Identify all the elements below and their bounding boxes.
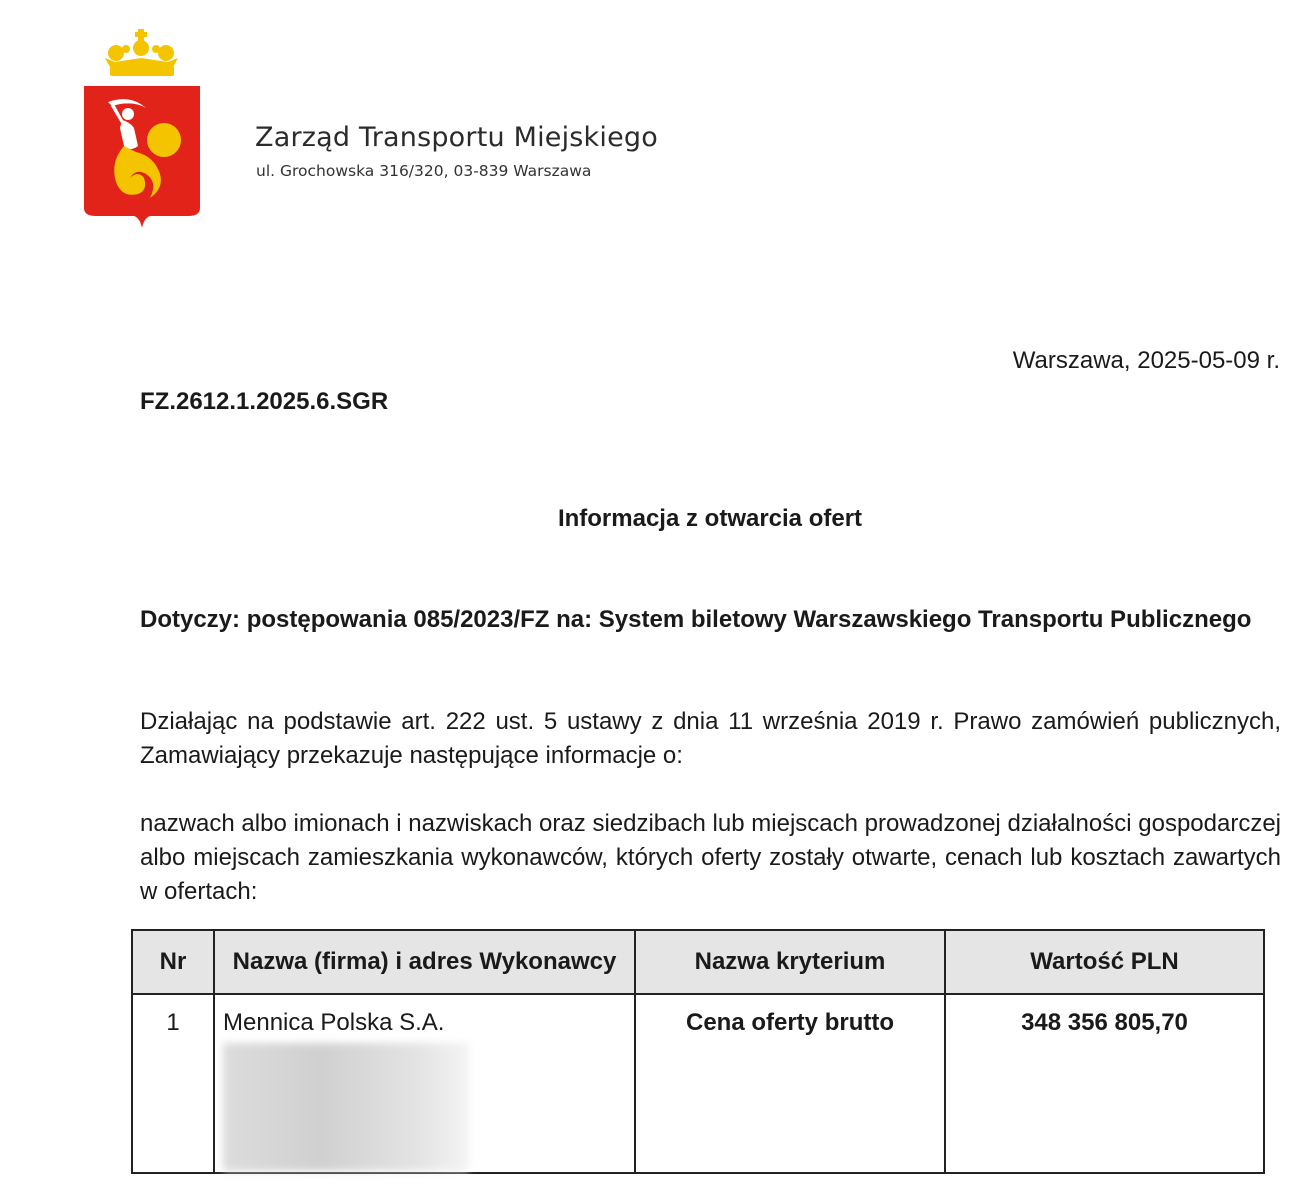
organization-address: ul. Grochowska 316/320, 03-839 Warszawa <box>256 162 592 180</box>
offers-table <box>131 929 1265 1174</box>
document-subject: Dotyczy: postępowania 085/2023/FZ na: System biletowy Warszawskiego Transportu Publicznego <box>140 606 1252 633</box>
header-nr: Nr <box>132 930 214 994</box>
warsaw-coat-of-arms-logo <box>80 28 204 230</box>
shield-disc-icon <box>147 123 181 157</box>
redacted-address <box>223 1043 469 1171</box>
row-contractor <box>214 994 635 1173</box>
header-criterion: Nazwa kryterium <box>635 930 945 994</box>
organization-name: Zarząd Transportu Miejskiego <box>255 122 658 153</box>
place-and-date: Warszawa, 2025-05-09 r. <box>1012 347 1280 374</box>
reference-number: FZ.2612.1.2025.6.SGR <box>140 388 389 415</box>
header-contractor: Nazwa (firma) i adres Wykonawcy <box>214 930 635 994</box>
paragraph-legal-basis: Działając na podstawie art. 222 ust. 5 ustawy z dnia 11 września 2019 r. Prawo zamówień publicznych, Zamawiający przekazuje następujące informacje o: <box>140 708 1281 769</box>
table-header-row <box>132 930 1264 994</box>
row-nr: 1 <box>132 994 214 1173</box>
contractor-name: Mennica Polska S.A. <box>223 1009 445 1036</box>
header-value: Wartość PLN <box>945 930 1264 994</box>
paragraph-information-scope: nazwach albo imionach i nazwiskach oraz siedzibach lub miejscach prowadzonej działalności gospodarczej albo miejscach zamieszkania wykonawców, których oferty zostały otwarte, cenach lub kosztach zawartych w ofertach: <box>140 810 1281 905</box>
row-value: 348 356 805,70 <box>945 994 1264 1173</box>
table-row <box>132 994 1264 1173</box>
crown-icon <box>105 29 178 76</box>
row-criterion: Cena oferty brutto <box>635 994 945 1173</box>
document-title: Informacja z otwarcia ofert <box>557 505 863 532</box>
